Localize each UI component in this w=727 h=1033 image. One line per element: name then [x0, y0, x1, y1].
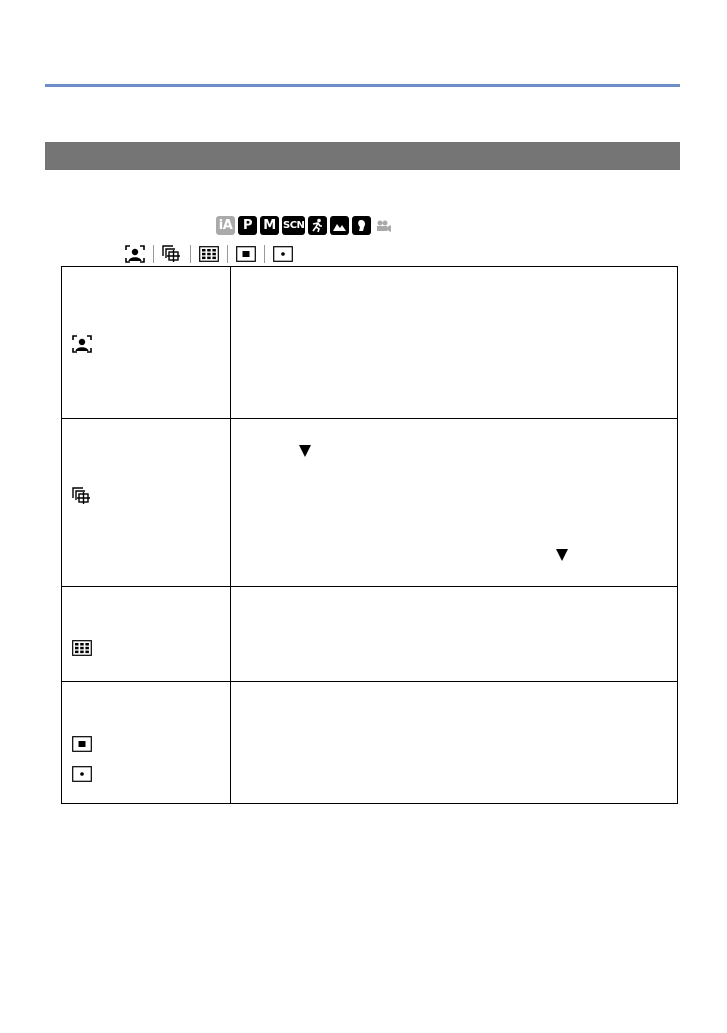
table-row — [62, 418, 677, 586]
intelligent-auto-icon: iA — [216, 216, 235, 235]
table-cell-description — [231, 267, 677, 418]
table-cell-mode — [62, 419, 231, 586]
table-cell-description — [231, 587, 677, 681]
table-row — [62, 681, 677, 803]
table-row — [62, 586, 677, 681]
separator — [153, 245, 154, 263]
table-cell-mode — [62, 587, 231, 681]
multi-area-icon — [72, 640, 92, 656]
table-cell-mode — [62, 682, 231, 803]
af-tracking-icon — [72, 487, 92, 505]
spot-icon — [72, 766, 92, 782]
section-title-bar — [45, 142, 680, 170]
separator — [264, 245, 265, 263]
face-detection-icon — [72, 335, 92, 353]
manual-mode-icon: M — [260, 216, 279, 235]
portrait-mode-icon — [352, 216, 371, 235]
one-area-icon — [72, 736, 92, 752]
af-mode-table — [61, 266, 678, 804]
down-arrow-icon — [299, 445, 311, 457]
af-mode-icons — [125, 244, 293, 264]
one-area-icon — [236, 246, 256, 262]
separator — [190, 245, 191, 263]
table-cell-mode — [62, 267, 231, 418]
table-cell-description — [231, 682, 677, 803]
spot-icon — [273, 246, 293, 262]
separator — [227, 245, 228, 263]
af-tracking-icon — [162, 245, 182, 263]
sports-mode-icon — [308, 216, 327, 235]
table-row — [62, 267, 677, 418]
movie-camera-icon — [374, 216, 393, 235]
program-mode-icon: P — [238, 216, 257, 235]
multi-area-icon — [199, 246, 219, 262]
landscape-mode-icon — [330, 216, 349, 235]
scene-mode-icon: SCN — [282, 216, 305, 235]
down-arrow-icon — [556, 549, 568, 561]
face-detection-icon — [125, 245, 145, 263]
header-rule — [45, 84, 680, 87]
table-cell-description — [231, 419, 677, 586]
recording-mode-icons — [216, 215, 393, 235]
